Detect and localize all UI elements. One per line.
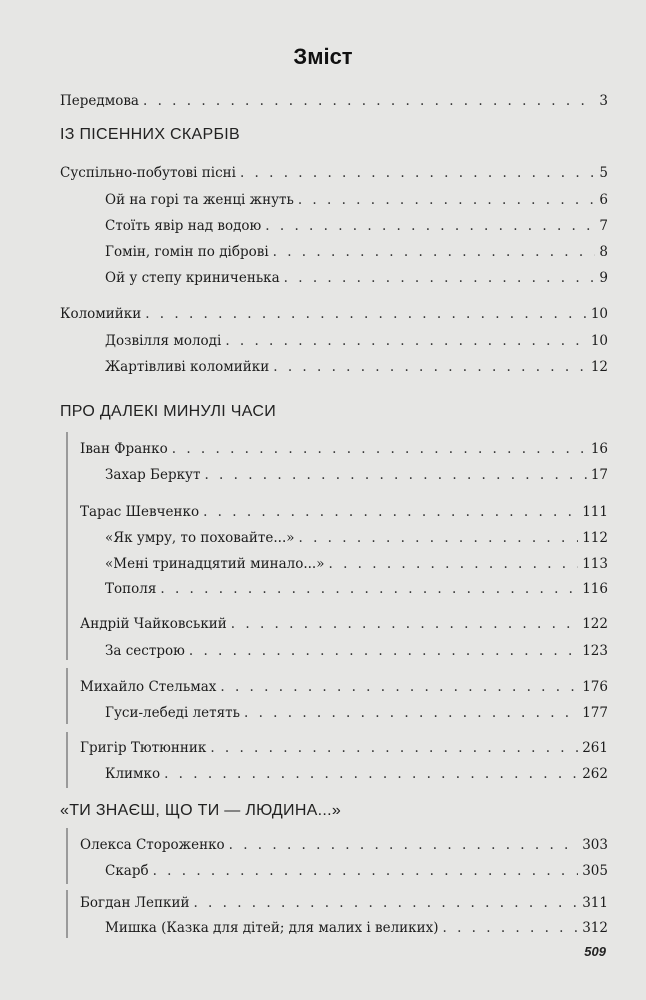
dot-leader xyxy=(172,438,587,460)
entry-page: 8 xyxy=(599,244,608,260)
dot-leader xyxy=(203,501,578,523)
entry-title: Мишка (Казка для дітей; для малих і великих) xyxy=(105,920,439,936)
dot-leader xyxy=(220,676,578,698)
toc-entry[interactable] xyxy=(105,640,608,662)
dot-leader xyxy=(210,737,578,759)
entry-page: 17 xyxy=(590,467,608,483)
entry-page: 177 xyxy=(582,705,608,721)
dot-leader xyxy=(328,553,578,575)
entry-title: Скарб xyxy=(105,863,149,879)
dot-leader xyxy=(244,702,578,724)
dot-leader xyxy=(298,189,596,211)
entry-title: Іван Франко xyxy=(80,441,168,457)
entry-title: Олекса Стороженко xyxy=(80,837,225,853)
entry-page: 10 xyxy=(590,306,608,322)
entry-page: 113 xyxy=(582,556,608,572)
entry-title: Гомін, гомін по діброві xyxy=(105,244,269,260)
dot-leader xyxy=(225,330,587,352)
toc-entry[interactable] xyxy=(80,737,608,759)
toc-entry[interactable] xyxy=(80,438,608,460)
entry-title: Захар Беркут xyxy=(105,467,201,483)
entry-title: Суспільно-побутові пісні xyxy=(60,165,236,181)
toc-entry[interactable] xyxy=(60,90,608,112)
entry-page: 312 xyxy=(582,920,608,936)
toc-entry[interactable] xyxy=(80,501,608,523)
dot-leader xyxy=(153,860,579,882)
dot-leader xyxy=(160,578,578,600)
dot-leader xyxy=(231,613,578,635)
entry-title: Михайло Стельмах xyxy=(80,679,217,695)
entry-title: Ой на горі та женці жнуть xyxy=(105,192,294,208)
page-title: Зміст xyxy=(293,44,353,69)
entry-page: 123 xyxy=(582,643,608,659)
entry-page: 7 xyxy=(599,218,608,234)
entry-page: 261 xyxy=(582,740,608,756)
toc-entry[interactable] xyxy=(80,613,608,635)
toc-entry[interactable] xyxy=(105,527,608,549)
dot-leader xyxy=(273,241,596,263)
dot-leader xyxy=(284,267,596,289)
dot-leader xyxy=(273,356,587,378)
group-divider xyxy=(66,604,68,660)
toc-entry[interactable] xyxy=(105,860,608,882)
entry-title: Стоїть явір над водою xyxy=(105,218,262,234)
entry-page: 262 xyxy=(582,766,608,782)
dot-leader xyxy=(164,763,578,785)
section-heading: «ТИ ЗНАЄШ, ЩО ТИ — ЛЮДИНА...» xyxy=(60,802,342,819)
toc-entry[interactable] xyxy=(105,702,608,724)
group-divider xyxy=(66,890,68,938)
entry-title: Богдан Лепкий xyxy=(80,895,190,911)
dot-leader xyxy=(443,917,579,939)
entry-title: Гуси-лебеді летять xyxy=(105,705,240,721)
dot-leader xyxy=(143,90,595,112)
dot-leader xyxy=(145,303,587,325)
dot-leader xyxy=(204,464,586,486)
page-number: 509 xyxy=(584,944,606,959)
entry-page: 9 xyxy=(599,270,608,286)
group-divider xyxy=(66,432,68,504)
toc-entry[interactable] xyxy=(80,834,608,856)
dot-leader xyxy=(229,834,579,856)
toc-entry[interactable] xyxy=(105,356,608,378)
group-divider xyxy=(66,732,68,788)
entry-page: 16 xyxy=(590,441,608,457)
entry-title: Тарас Шевченко xyxy=(80,504,200,520)
toc-entry[interactable] xyxy=(105,578,608,600)
entry-page: 12 xyxy=(590,359,608,375)
toc-entry[interactable] xyxy=(60,162,608,184)
entry-page: 6 xyxy=(599,192,608,208)
entry-title: «Як умру, то поховайте...» xyxy=(105,530,295,546)
entry-page: 311 xyxy=(582,895,608,911)
entry-title: Андрій Чайковський xyxy=(80,616,227,632)
entry-title: Тополя xyxy=(105,581,157,597)
toc-entry[interactable] xyxy=(105,241,608,263)
dot-leader xyxy=(189,640,578,662)
entry-title: Климко xyxy=(105,766,161,782)
toc-entry[interactable] xyxy=(105,917,608,939)
entry-title: Передмова xyxy=(60,93,139,109)
entry-title: Жартівливі коломийки xyxy=(105,359,270,375)
dot-leader xyxy=(193,892,578,914)
group-divider xyxy=(66,828,68,884)
entry-page: 10 xyxy=(590,333,608,349)
entry-title: Ой у степу криниченька xyxy=(105,270,280,286)
section-heading: ІЗ ПІСЕННИХ СКАРБІВ xyxy=(60,126,240,143)
entry-title: Григір Тютюнник xyxy=(80,740,207,756)
toc-entry[interactable] xyxy=(60,303,608,325)
entry-page: 111 xyxy=(582,504,608,520)
entry-title: За сестрою xyxy=(105,643,185,659)
dot-leader xyxy=(299,527,579,549)
toc-entry[interactable] xyxy=(105,763,608,785)
entry-page: 112 xyxy=(582,530,608,546)
toc-entry[interactable] xyxy=(80,892,608,914)
toc-entry[interactable] xyxy=(105,267,608,289)
toc-entry[interactable] xyxy=(80,676,608,698)
dot-leader xyxy=(240,162,595,184)
group-divider xyxy=(66,496,68,608)
entry-title: Коломийки xyxy=(60,306,142,322)
entry-title: «Мені тринадцятий минало...» xyxy=(105,556,325,572)
entry-page: 122 xyxy=(582,616,608,632)
toc-entry[interactable] xyxy=(105,330,608,352)
entry-page: 3 xyxy=(599,93,608,109)
entry-page: 303 xyxy=(582,837,608,853)
toc-entry[interactable] xyxy=(105,189,608,211)
entry-page: 5 xyxy=(599,165,608,181)
entry-page: 176 xyxy=(582,679,608,695)
dot-leader xyxy=(265,215,595,237)
entry-page: 116 xyxy=(582,581,608,597)
toc-entry[interactable] xyxy=(105,553,608,575)
entry-page: 305 xyxy=(582,863,608,879)
toc-entry[interactable] xyxy=(105,215,608,237)
section-heading: ПРО ДАЛЕКІ МИНУЛІ ЧАСИ xyxy=(60,403,276,420)
group-divider xyxy=(66,668,68,724)
entry-title: Дозвілля молоді xyxy=(105,333,222,349)
toc-entry[interactable] xyxy=(105,464,608,486)
